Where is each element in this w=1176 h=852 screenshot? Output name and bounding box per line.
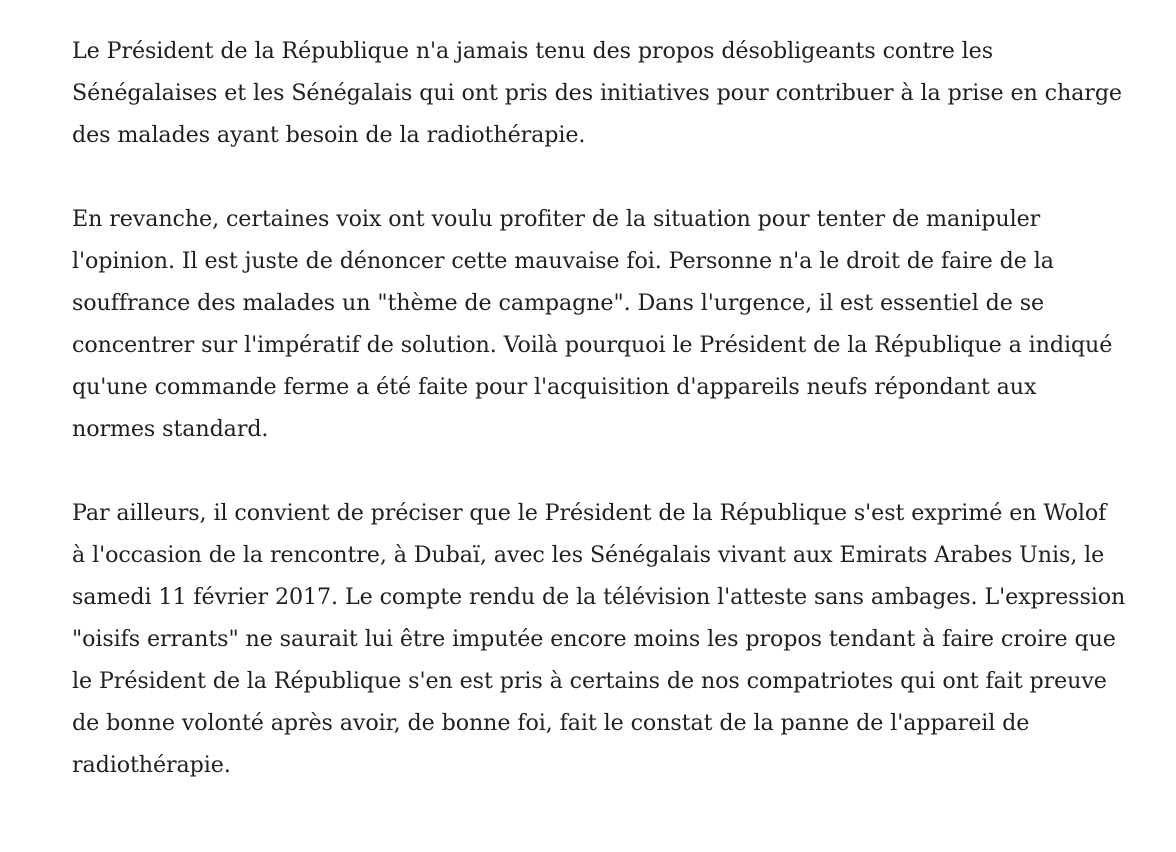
paragraph-3 (72, 492, 1132, 786)
text-line: de bonne volonté après avoir, de bonne foi, fait le constat de la panne de l'appareil de (72, 710, 1030, 736)
text-line: l'opinion. Il est juste de dénoncer cette mauvaise foi. Personne n'a le droit de faire de la (72, 248, 1054, 274)
text-line: le Président de la République s'en est pris à certains de nos compatriotes qui ont fait preuve (72, 668, 1107, 694)
paragraph-1 (72, 30, 1132, 156)
text-line: à l'occasion de la rencontre, à Dubaï, avec les Sénégalais vivant aux Emirats Arabes Unis, le (72, 542, 1105, 568)
text-line: qu'une commande ferme a été faite pour l'acquisition d'appareils neufs répondant aux (72, 374, 1037, 400)
text-line: Par ailleurs, il convient de préciser que le Président de la République s'est exprimé en Wolof (72, 500, 1107, 526)
paragraph-2 (72, 198, 1132, 450)
text-line: samedi 11 février 2017. Le compte rendu de la télévision l'atteste sans ambages. L'expression (72, 584, 1126, 610)
article-body (72, 30, 1132, 828)
text-line: En revanche, certaines voix ont voulu profiter de la situation pour tenter de manipuler (72, 206, 1041, 232)
text-line: radiothérapie. (72, 752, 231, 778)
text-line: concentrer sur l'impératif de solution. Voilà pourquoi le Président de la République a indiqué (72, 332, 1113, 358)
text-line: Le Président de la République n'a jamais tenu des propos désobligeants contre les (72, 38, 993, 64)
text-line: souffrance des malades un "thème de campagne". Dans l'urgence, il est essentiel de se (72, 290, 1045, 316)
text-line: des malades ayant besoin de la radiothérapie. (72, 122, 586, 148)
text-line: Sénégalaises et les Sénégalais qui ont pris des initiatives pour contribuer à la prise en charge (72, 80, 1122, 106)
text-line: "oisifs errants" ne saurait lui être imputée encore moins les propos tendant à faire croire que (72, 626, 1116, 652)
text-line: normes standard. (72, 416, 269, 442)
